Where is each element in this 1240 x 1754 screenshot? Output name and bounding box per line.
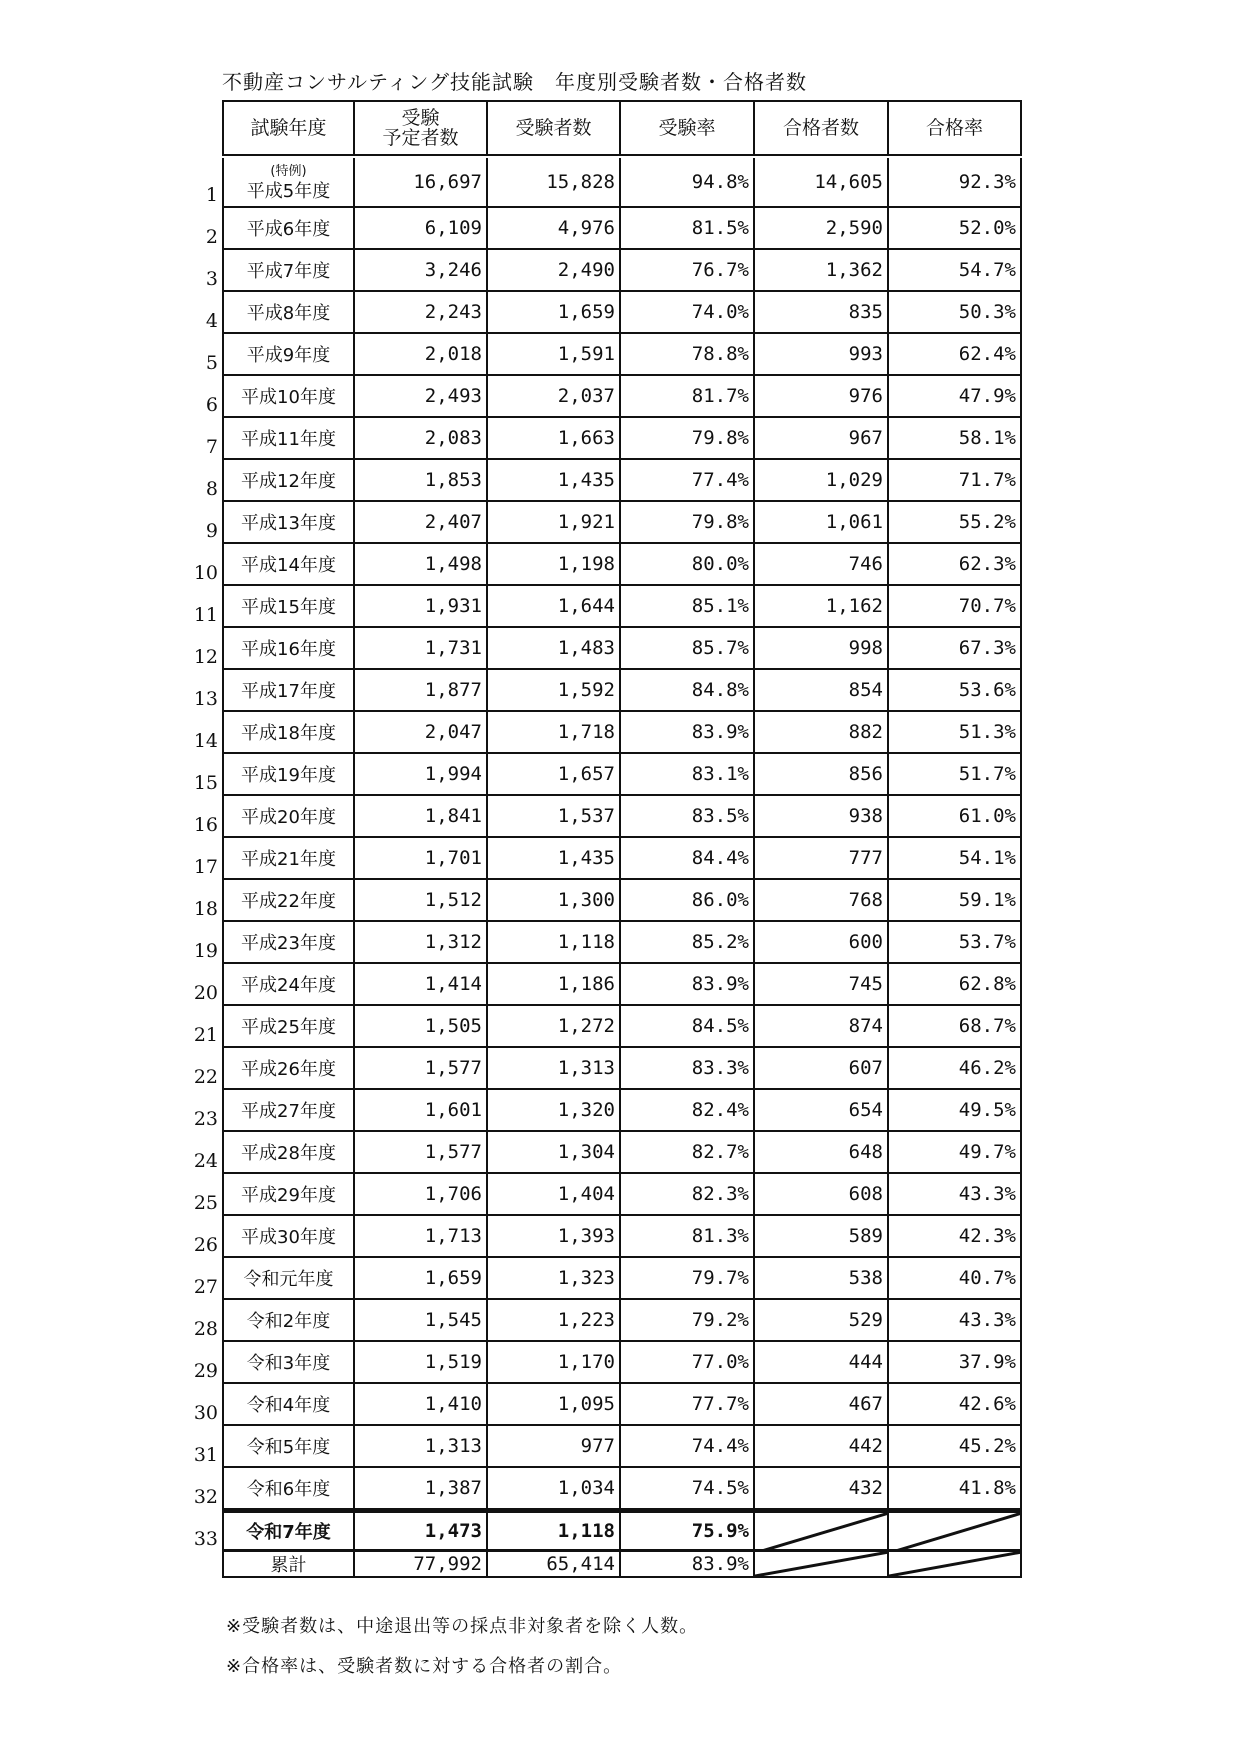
table-row: [222, 1216, 1022, 1258]
pass-rate-cell: 92.3%: [889, 158, 1022, 208]
scheduled-cell: 1,706: [355, 1174, 488, 1216]
passers-cell: 976: [755, 376, 889, 418]
row-number: 12: [193, 646, 218, 668]
examinees-cell: 1,718: [488, 712, 621, 754]
examinees-cell: 2,490: [488, 250, 621, 292]
row-number: 30: [193, 1402, 218, 1424]
exam-rate-cell: 74.4%: [621, 1426, 755, 1468]
passers-cell: 874: [755, 1006, 889, 1048]
pass-rate-cell: 62.3%: [889, 544, 1022, 586]
row-number: 19: [193, 940, 218, 962]
pass-rate-cell: 54.1%: [889, 838, 1022, 880]
table-row: [222, 1048, 1022, 1090]
passers-cell: 856: [755, 754, 889, 796]
passers-cell: 746: [755, 544, 889, 586]
row-number: 7: [205, 436, 218, 458]
examinees-cell: 1,223: [488, 1300, 621, 1342]
diagonal-line: [889, 1552, 1022, 1578]
passers-cell: 538: [755, 1258, 889, 1300]
row-number: 9: [205, 520, 218, 542]
passers-cell: 1,061: [755, 502, 889, 544]
examinees-cell: 1,304: [488, 1132, 621, 1174]
table-row: [222, 754, 1022, 796]
year-cell: 平成14年度: [222, 544, 355, 586]
exam-rate-cell: 84.4%: [621, 838, 755, 880]
table-row: [222, 544, 1022, 586]
scheduled-cell: 1,498: [355, 544, 488, 586]
exam-rate-cell: 75.9%: [621, 1510, 755, 1552]
page-title: 不動産コンサルティング技能試験 年度別受験者数・合格者数: [222, 70, 807, 94]
year-cell: 平成15年度: [222, 586, 355, 628]
table-row: [222, 1090, 1022, 1132]
exam-rate-cell: 84.8%: [621, 670, 755, 712]
pass-rate-cell: 58.1%: [889, 418, 1022, 460]
total-blank-cell: [755, 1552, 889, 1578]
year-cell: 平成9年度: [222, 334, 355, 376]
year-cell: 平成23年度: [222, 922, 355, 964]
pass-rate-cell: 62.8%: [889, 964, 1022, 1006]
examinees-cell: 1,186: [488, 964, 621, 1006]
row-number: 14: [193, 730, 218, 752]
passers-cell: 1,029: [755, 460, 889, 502]
exam-rate-cell: 83.9%: [621, 712, 755, 754]
table-row: [222, 838, 1022, 880]
diagonal-line: [889, 1513, 1022, 1552]
table-row: [222, 1006, 1022, 1048]
exam-rate-cell: 86.0%: [621, 880, 755, 922]
year-cell: 平成10年度: [222, 376, 355, 418]
passers-cell: 14,605: [755, 158, 889, 208]
row-number: 13: [193, 688, 218, 710]
year-cell: 平成19年度: [222, 754, 355, 796]
passers-cell: 1,362: [755, 250, 889, 292]
passers-cell: 745: [755, 964, 889, 1006]
exam-rate-cell: 82.7%: [621, 1132, 755, 1174]
examinees-cell: 1,095: [488, 1384, 621, 1426]
year-cell: 平成7年度: [222, 250, 355, 292]
table-row: [222, 712, 1022, 754]
scheduled-cell: 1,312: [355, 922, 488, 964]
pass-rate-cell: 67.3%: [889, 628, 1022, 670]
examinees-cell: 1,663: [488, 418, 621, 460]
scheduled-cell: 2,083: [355, 418, 488, 460]
passers-cell: 608: [755, 1174, 889, 1216]
table-row: [222, 1258, 1022, 1300]
pass-rate-cell: 42.6%: [889, 1384, 1022, 1426]
header-pass-rate: 合格率: [889, 100, 1022, 156]
exam-rate-cell: 76.7%: [621, 250, 755, 292]
year-cell: 平成6年度: [222, 208, 355, 250]
examinees-cell: 4,976: [488, 208, 621, 250]
table-row: [222, 334, 1022, 376]
pass-rate-cell: 49.7%: [889, 1132, 1022, 1174]
year-cell: 令和元年度: [222, 1258, 355, 1300]
diagonal-line: [755, 1552, 889, 1578]
year-cell: 平成27年度: [222, 1090, 355, 1132]
passers-cell: 648: [755, 1132, 889, 1174]
passers-cell: 882: [755, 712, 889, 754]
year-cell: 令和2年度: [222, 1300, 355, 1342]
passers-cell: [755, 1510, 889, 1552]
pass-rate-cell: 41.8%: [889, 1468, 1022, 1510]
scheduled-cell: 6,109: [355, 208, 488, 250]
passers-cell: 854: [755, 670, 889, 712]
examinees-cell: 1,659: [488, 292, 621, 334]
pass-rate-cell: 50.3%: [889, 292, 1022, 334]
scheduled-cell: 1,701: [355, 838, 488, 880]
row-number: 32: [193, 1486, 218, 1508]
examinees-cell: 15,828: [488, 158, 621, 208]
examinees-cell: 1,435: [488, 838, 621, 880]
exam-rate-cell: 82.4%: [621, 1090, 755, 1132]
row-number: 25: [193, 1192, 218, 1214]
pass-rate-cell: 37.9%: [889, 1342, 1022, 1384]
exam-rate-cell: 81.5%: [621, 208, 755, 250]
row-number: 23: [193, 1108, 218, 1130]
table-row: [222, 292, 1022, 334]
year-cell: 平成8年度: [222, 292, 355, 334]
exam-rate-cell: 79.8%: [621, 502, 755, 544]
passers-cell: 998: [755, 628, 889, 670]
passers-cell: 442: [755, 1426, 889, 1468]
scheduled-cell: 1,713: [355, 1216, 488, 1258]
passers-cell: 529: [755, 1300, 889, 1342]
examinees-cell: 977: [488, 1426, 621, 1468]
year-cell: 平成22年度: [222, 880, 355, 922]
row-number: 3: [205, 268, 218, 290]
scheduled-cell: 1,841: [355, 796, 488, 838]
pass-rate-cell: 51.7%: [889, 754, 1022, 796]
scheduled-cell: 1,545: [355, 1300, 488, 1342]
pass-rate-cell: 42.3%: [889, 1216, 1022, 1258]
exam-rate-cell: 77.4%: [621, 460, 755, 502]
exam-rate-cell: 83.1%: [621, 754, 755, 796]
examinees-cell: 1,034: [488, 1468, 621, 1510]
exam-rate-cell: 78.8%: [621, 334, 755, 376]
examinees-cell: 1,170: [488, 1342, 621, 1384]
scheduled-cell: 1,994: [355, 754, 488, 796]
year-cell: 令和6年度: [222, 1468, 355, 1510]
scheduled-cell: 1,577: [355, 1132, 488, 1174]
exam-rate-cell: 81.3%: [621, 1216, 755, 1258]
row-number: 8: [205, 478, 218, 500]
row-number: 31: [193, 1444, 218, 1466]
pass-rate-cell: 55.2%: [889, 502, 1022, 544]
row-number: 16: [193, 814, 218, 836]
table-row: [222, 460, 1022, 502]
pass-rate-cell: 61.0%: [889, 796, 1022, 838]
examinees-cell: 1,591: [488, 334, 621, 376]
year-cell: 令和7年度: [222, 1510, 355, 1552]
year-cell: 平成24年度: [222, 964, 355, 1006]
examinees-cell: 2,037: [488, 376, 621, 418]
table-row: [222, 1174, 1022, 1216]
examinees-cell: 1,393: [488, 1216, 621, 1258]
passers-cell: 777: [755, 838, 889, 880]
examinees-cell: 1,272: [488, 1006, 621, 1048]
total-blank-cell: [889, 1552, 1022, 1578]
footnote-pass-rate: ※合格率は、受験者数に対する合格者の割合。: [226, 1656, 623, 1677]
scheduled-cell: 1,505: [355, 1006, 488, 1048]
exam-rate-cell: 79.2%: [621, 1300, 755, 1342]
exam-rate-cell: 85.1%: [621, 586, 755, 628]
table-row: [222, 670, 1022, 712]
total-exam-rate: 83.9%: [621, 1552, 755, 1578]
examinees-cell: 1,118: [488, 1510, 621, 1552]
row-number: 20: [193, 982, 218, 1004]
exam-rate-cell: 94.8%: [621, 158, 755, 208]
year-cell: 平成13年度: [222, 502, 355, 544]
scheduled-cell: 1,512: [355, 880, 488, 922]
row-number: 4: [205, 310, 218, 332]
year-cell: 平成28年度: [222, 1132, 355, 1174]
pass-rate-cell: 43.3%: [889, 1300, 1022, 1342]
pass-rate-cell: 43.3%: [889, 1174, 1022, 1216]
year-cell: 平成16年度: [222, 628, 355, 670]
passers-cell: 600: [755, 922, 889, 964]
table-row: [222, 628, 1022, 670]
passers-cell: 993: [755, 334, 889, 376]
row-number: 22: [193, 1066, 218, 1088]
scheduled-cell: 1,577: [355, 1048, 488, 1090]
row-number: 17: [193, 856, 218, 878]
row-number: 6: [205, 394, 218, 416]
exam-rate-cell: 74.0%: [621, 292, 755, 334]
pass-rate-cell: 68.7%: [889, 1006, 1022, 1048]
examinees-cell: 1,118: [488, 922, 621, 964]
exam-rate-cell: 79.7%: [621, 1258, 755, 1300]
diagonal-line: [755, 1513, 889, 1552]
table-row: [222, 586, 1022, 628]
examinees-cell: 1,657: [488, 754, 621, 796]
pass-rate-cell: 59.1%: [889, 880, 1022, 922]
pass-rate-cell: 40.7%: [889, 1258, 1022, 1300]
header-examinees: 受験者数: [488, 100, 621, 156]
table-row: [222, 418, 1022, 460]
exam-rate-cell: 74.5%: [621, 1468, 755, 1510]
pass-rate-cell: 71.7%: [889, 460, 1022, 502]
total-row: [222, 1552, 1022, 1578]
examinees-cell: 1,435: [488, 460, 621, 502]
examinees-cell: 1,300: [488, 880, 621, 922]
scheduled-cell: 1,387: [355, 1468, 488, 1510]
scheduled-cell: 2,407: [355, 502, 488, 544]
year-cell: 令和3年度: [222, 1342, 355, 1384]
examinees-cell: 1,537: [488, 796, 621, 838]
examinees-cell: 1,921: [488, 502, 621, 544]
scheduled-cell: 1,853: [355, 460, 488, 502]
passers-cell: 432: [755, 1468, 889, 1510]
special-note: (特例): [270, 164, 307, 179]
exam-rate-cell: 85.2%: [621, 922, 755, 964]
pass-rate-cell: 54.7%: [889, 250, 1022, 292]
row-number: 29: [193, 1360, 218, 1382]
scheduled-cell: 2,018: [355, 334, 488, 376]
scheduled-cell: 1,877: [355, 670, 488, 712]
table-row: [222, 1342, 1022, 1384]
scheduled-cell: 1,659: [355, 1258, 488, 1300]
scheduled-cell: 1,414: [355, 964, 488, 1006]
row-number: 10: [193, 562, 218, 584]
passers-cell: 654: [755, 1090, 889, 1132]
table-row: [222, 208, 1022, 250]
table-row: [222, 1510, 1022, 1552]
year-cell: 平成25年度: [222, 1006, 355, 1048]
year-cell: 平成12年度: [222, 460, 355, 502]
exam-rate-cell: 83.3%: [621, 1048, 755, 1090]
exam-rate-cell: 77.0%: [621, 1342, 755, 1384]
header-scheduled-line1: 受験: [401, 107, 440, 129]
examinees-cell: 1,320: [488, 1090, 621, 1132]
year-cell: 平成30年度: [222, 1216, 355, 1258]
exam-rate-cell: 77.7%: [621, 1384, 755, 1426]
passers-cell: 835: [755, 292, 889, 334]
pass-rate-cell: 53.7%: [889, 922, 1022, 964]
passers-cell: 768: [755, 880, 889, 922]
row-number: 27: [193, 1276, 218, 1298]
exam-rate-cell: 84.5%: [621, 1006, 755, 1048]
year-cell: 平成11年度: [222, 418, 355, 460]
year-cell: 平成29年度: [222, 1174, 355, 1216]
table-row: [222, 880, 1022, 922]
total-examinees: 65,414: [488, 1552, 621, 1578]
table-row: [222, 1426, 1022, 1468]
scheduled-cell: 1,313: [355, 1426, 488, 1468]
row-number: 26: [193, 1234, 218, 1256]
scheduled-cell: 2,243: [355, 292, 488, 334]
row-number: 11: [193, 604, 218, 626]
table-row: [222, 158, 1022, 208]
passers-cell: 607: [755, 1048, 889, 1090]
year-cell: 平成18年度: [222, 712, 355, 754]
passers-cell: 938: [755, 796, 889, 838]
pass-rate-cell: 45.2%: [889, 1426, 1022, 1468]
row-number: 28: [193, 1318, 218, 1340]
scheduled-cell: 2,047: [355, 712, 488, 754]
table-row: [222, 1384, 1022, 1426]
exam-rate-cell: 80.0%: [621, 544, 755, 586]
year-cell: 平成21年度: [222, 838, 355, 880]
pass-rate-cell: 51.3%: [889, 712, 1022, 754]
table-row: [222, 250, 1022, 292]
scheduled-cell: 1,931: [355, 586, 488, 628]
pass-rate-cell: [889, 1510, 1022, 1552]
table-row: [222, 1300, 1022, 1342]
scheduled-cell: 1,601: [355, 1090, 488, 1132]
table-row: [222, 922, 1022, 964]
scheduled-cell: 1,410: [355, 1384, 488, 1426]
examinees-cell: 1,483: [488, 628, 621, 670]
row-number: 18: [193, 898, 218, 920]
pass-rate-cell: 47.9%: [889, 376, 1022, 418]
table-row: [222, 1468, 1022, 1510]
header-passers: 合格者数: [755, 100, 889, 156]
scheduled-cell: 1,473: [355, 1510, 488, 1552]
row-number: 1: [205, 184, 218, 206]
passers-cell: 589: [755, 1216, 889, 1258]
examinees-cell: 1,644: [488, 586, 621, 628]
examinees-cell: 1,323: [488, 1258, 621, 1300]
passers-cell: 2,590: [755, 208, 889, 250]
year-label: 平成5年度: [246, 181, 331, 202]
exam-rate-cell: 79.8%: [621, 418, 755, 460]
year-cell: 平成20年度: [222, 796, 355, 838]
header-exam-rate: 受験率: [621, 100, 755, 156]
examinees-cell: 1,592: [488, 670, 621, 712]
year-cell: [222, 158, 355, 208]
scheduled-cell: 3,246: [355, 250, 488, 292]
scheduled-cell: 16,697: [355, 158, 488, 208]
passers-cell: 967: [755, 418, 889, 460]
pass-rate-cell: 53.6%: [889, 670, 1022, 712]
row-number: 21: [193, 1024, 218, 1046]
row-number: 24: [193, 1150, 218, 1172]
header-scheduled-line2: 予定者数: [382, 127, 459, 149]
table-row: [222, 376, 1022, 418]
examinees-cell: 1,313: [488, 1048, 621, 1090]
passers-cell: 467: [755, 1384, 889, 1426]
pass-rate-cell: 70.7%: [889, 586, 1022, 628]
examinees-cell: 1,404: [488, 1174, 621, 1216]
scheduled-cell: 1,519: [355, 1342, 488, 1384]
table-header-row: [222, 100, 1022, 156]
row-number: 33: [193, 1528, 218, 1550]
pass-rate-cell: 62.4%: [889, 334, 1022, 376]
row-number: 2: [205, 226, 218, 248]
pass-rate-cell: 52.0%: [889, 208, 1022, 250]
table-row: [222, 964, 1022, 1006]
exam-rate-cell: 83.5%: [621, 796, 755, 838]
header-scheduled: [355, 100, 488, 156]
year-cell: 令和5年度: [222, 1426, 355, 1468]
pass-rate-cell: 49.5%: [889, 1090, 1022, 1132]
exam-rate-cell: 82.3%: [621, 1174, 755, 1216]
footnote-examinees: ※受験者数は、中途退出等の採点非対象者を除く人数。: [226, 1616, 699, 1637]
year-cell: 平成26年度: [222, 1048, 355, 1090]
header-year: 試験年度: [222, 100, 355, 156]
total-scheduled: 77,992: [355, 1552, 488, 1578]
examinees-cell: 1,198: [488, 544, 621, 586]
exam-rate-cell: 81.7%: [621, 376, 755, 418]
scheduled-cell: 2,493: [355, 376, 488, 418]
table-row: [222, 1132, 1022, 1174]
row-number: 15: [193, 772, 218, 794]
passers-cell: 444: [755, 1342, 889, 1384]
passers-cell: 1,162: [755, 586, 889, 628]
exam-rate-cell: 83.9%: [621, 964, 755, 1006]
pass-rate-cell: 46.2%: [889, 1048, 1022, 1090]
table-row: [222, 502, 1022, 544]
scheduled-cell: 1,731: [355, 628, 488, 670]
year-cell: 平成17年度: [222, 670, 355, 712]
exam-rate-cell: 85.7%: [621, 628, 755, 670]
total-label: 累計: [222, 1552, 355, 1578]
table-row: [222, 796, 1022, 838]
year-cell: 令和4年度: [222, 1384, 355, 1426]
row-number: 5: [205, 352, 218, 374]
